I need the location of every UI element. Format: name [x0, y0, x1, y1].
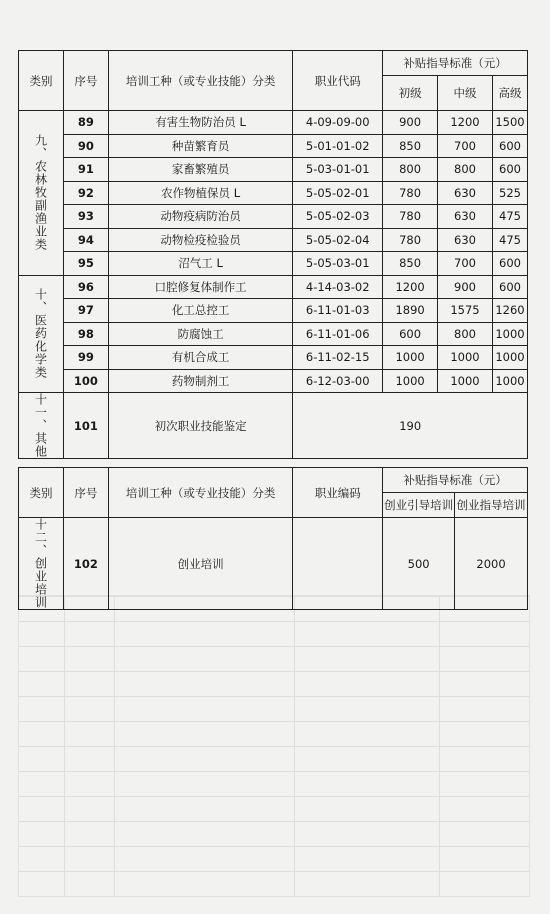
senior-amount-cell: 525 [492, 181, 527, 205]
junior-amount-cell: 800 [383, 158, 438, 182]
middle-amount-cell: 700 [438, 134, 493, 158]
senior-amount-cell: 475 [492, 228, 527, 252]
category-cell [19, 275, 64, 393]
senior-amount-cell: 600 [492, 134, 527, 158]
middle-amount-cell: 700 [438, 252, 493, 276]
middle-amount-cell: 800 [438, 158, 493, 182]
junior-amount-cell: 1200 [383, 275, 438, 299]
senior-amount-cell: 1000 [492, 369, 527, 393]
category-label: 十、医药化学类 [33, 288, 48, 380]
header-seq: 序号 [63, 51, 108, 111]
seq-cell: 92 [63, 181, 108, 205]
senior-amount-cell: 475 [492, 205, 527, 229]
code-cell: 6-11-02-15 [293, 346, 383, 370]
seq-cell: 90 [63, 134, 108, 158]
table-body [19, 111, 528, 459]
middle-amount-cell: 1000 [438, 346, 493, 370]
trade-name-cell: 家畜繁殖员 [108, 158, 293, 182]
code-cell: 5-03-01-01 [293, 158, 383, 182]
table-row [19, 205, 528, 229]
seq-cell: 98 [63, 322, 108, 346]
seq-cell: 96 [63, 275, 108, 299]
header-mentor-training: 创业指导培训 [455, 493, 528, 518]
trade-name-cell: 动物疫病防治员 [108, 205, 293, 229]
senior-amount-cell: 1500 [492, 111, 527, 135]
seq-cell: 102 [63, 518, 108, 610]
trade-name-cell: 化工总控工 [108, 299, 293, 323]
subsidy-table-main [18, 50, 528, 459]
seq-cell: 91 [63, 158, 108, 182]
code-cell: 5-05-02-04 [293, 228, 383, 252]
middle-amount-cell: 630 [438, 181, 493, 205]
table-row [19, 228, 528, 252]
seq-cell: 93 [63, 205, 108, 229]
faded-background-table [18, 595, 530, 897]
junior-amount-cell: 1000 [383, 346, 438, 370]
header-senior: 高级 [492, 76, 527, 111]
junior-amount-cell: 850 [383, 252, 438, 276]
header-subsidy: 补贴指导标准（元） [383, 51, 528, 76]
header-middle: 中级 [438, 76, 493, 111]
code-cell: 6-11-01-06 [293, 322, 383, 346]
trade-name-cell: 药物制剂工 [108, 369, 293, 393]
junior-amount-cell: 1000 [383, 369, 438, 393]
seq-cell: 89 [63, 111, 108, 135]
middle-amount-cell: 630 [438, 205, 493, 229]
table-row [19, 369, 528, 393]
junior-amount-cell: 780 [383, 205, 438, 229]
table-row [19, 252, 528, 276]
junior-amount-cell: 1890 [383, 299, 438, 323]
senior-amount-cell: 600 [492, 252, 527, 276]
seq-cell: 100 [63, 369, 108, 393]
senior-amount-cell: 1000 [492, 322, 527, 346]
junior-amount-cell: 600 [383, 322, 438, 346]
code-cell: 5-05-03-01 [293, 252, 383, 276]
seq-cell: 94 [63, 228, 108, 252]
subsidy-table-entrepreneurship [18, 467, 528, 610]
header-trade: 培训工种（或专业技能）分类 [108, 51, 293, 111]
senior-amount-cell: 1260 [492, 299, 527, 323]
category-label: 九、农林牧副渔业类 [33, 134, 48, 252]
category-cell [19, 111, 64, 276]
header-category: 类别 [19, 51, 64, 111]
junior-amount-cell: 780 [383, 228, 438, 252]
code-cell: 4-09-09-00 [293, 111, 383, 135]
category-cell [19, 518, 64, 610]
amount-cell: 190 [293, 393, 528, 459]
header-junior: 初级 [383, 76, 438, 111]
trade-name-cell: 口腔修复体制作工 [108, 275, 293, 299]
code-cell: 6-12-03-00 [293, 369, 383, 393]
header-trade: 培训工种（或专业技能）分类 [108, 468, 293, 518]
guide-amount-cell: 500 [383, 518, 455, 610]
header-subsidy: 补贴指导标准（元） [383, 468, 528, 493]
seq-cell: 101 [63, 393, 108, 459]
category-label: 十二、创业培训 [33, 518, 48, 609]
code-cell: 5-01-01-02 [293, 134, 383, 158]
table-row [19, 134, 528, 158]
trade-name-cell: 初次职业技能鉴定 [108, 393, 293, 459]
mentor-amount-cell: 2000 [455, 518, 528, 610]
table-row [19, 299, 528, 323]
trade-name-cell: 种苗繁育员 [108, 134, 293, 158]
seq-cell: 95 [63, 252, 108, 276]
table-row [19, 181, 528, 205]
table-row [19, 111, 528, 135]
code-cell: 5-05-02-01 [293, 181, 383, 205]
middle-amount-cell: 1000 [438, 369, 493, 393]
header-guide-training: 创业引导培训 [383, 493, 455, 518]
trade-name-cell: 有害生物防治员 L [108, 111, 293, 135]
code-cell: 5-05-02-03 [293, 205, 383, 229]
junior-amount-cell: 850 [383, 134, 438, 158]
middle-amount-cell: 900 [438, 275, 493, 299]
trade-name-cell: 动物检疫检验员 [108, 228, 293, 252]
trade-name-cell: 农作物植保员 L [108, 181, 293, 205]
table-row [19, 393, 528, 459]
trade-name-cell: 沼气工 L [108, 252, 293, 276]
seq-cell: 97 [63, 299, 108, 323]
seq-cell: 99 [63, 346, 108, 370]
trade-name-cell: 防腐蚀工 [108, 322, 293, 346]
middle-amount-cell: 1575 [438, 299, 493, 323]
table-row [19, 322, 528, 346]
middle-amount-cell: 800 [438, 322, 493, 346]
header-category: 类别 [19, 468, 64, 518]
code-cell: 4-14-03-02 [293, 275, 383, 299]
table-row [19, 346, 528, 370]
table-row [19, 158, 528, 182]
code-cell: 6-11-01-03 [293, 299, 383, 323]
category-label: 十一、其他 [33, 393, 48, 458]
senior-amount-cell: 600 [492, 158, 527, 182]
junior-amount-cell: 780 [383, 181, 438, 205]
trade-name-cell: 有机合成工 [108, 346, 293, 370]
category-cell [19, 393, 64, 459]
senior-amount-cell: 600 [492, 275, 527, 299]
middle-amount-cell: 630 [438, 228, 493, 252]
header-seq: 序号 [63, 468, 108, 518]
table-row [19, 275, 528, 299]
senior-amount-cell: 1000 [492, 346, 527, 370]
middle-amount-cell: 1200 [438, 111, 493, 135]
header-code: 职业代码 [293, 51, 383, 111]
code-cell [293, 518, 383, 610]
junior-amount-cell: 900 [383, 111, 438, 135]
trade-name-cell: 创业培训 [108, 518, 293, 610]
header-code: 职业编码 [293, 468, 383, 518]
